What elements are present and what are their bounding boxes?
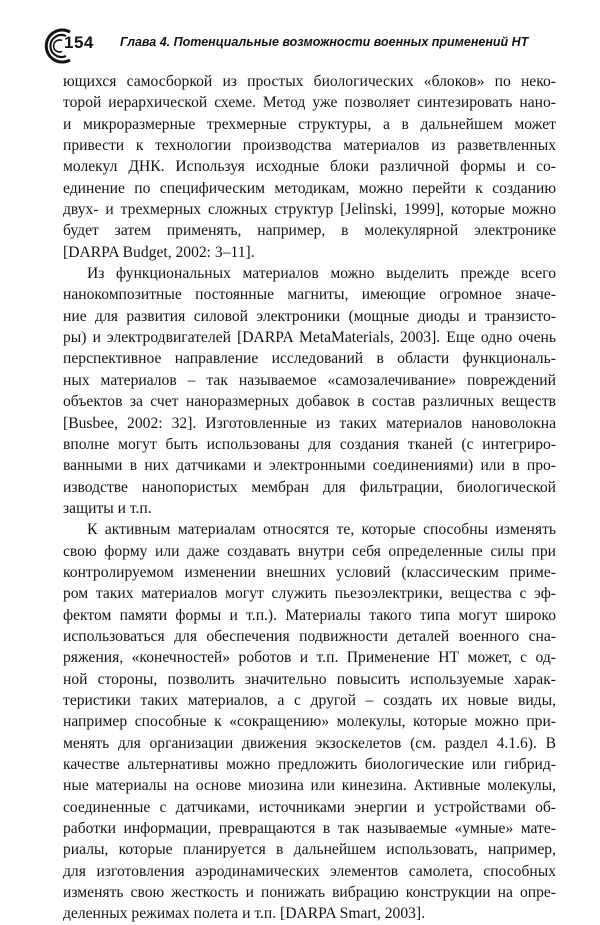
text-line: ной стороны, позволить значительно повысить используемые харак- [63,670,556,688]
page-header [40,27,560,65]
text-line: защиты и т.п. [63,499,152,517]
text-line: ющихся самосборкой из простых биологических «блоков» по неко- [63,73,556,90]
text-line: для изготовления аэродинамических элементов самолета, способных [63,862,556,880]
text-line: ние для развития силовой электроники (мощные диоды и транзисто- [63,307,556,325]
text-line: фектом памяти формы и т.п.). Материалы такого типа могут широко [63,606,556,624]
text-line: качестве альтернативы можно предложить биологические или гибрид- [63,756,556,773]
text-line: ных материалов – так называемое «самозалечивание» повреждений [63,371,556,389]
text-line: использоваться для обеспечения подвижности деталей военного сна- [63,627,556,645]
running-head: Глава 4. Потенциальные возможности военных применений НТ [120,35,529,49]
text-line: единение по специфическим методикам, можно перейти к созданию [63,179,556,197]
text-line: К активным материалам относятся те, которые способны изменять [87,521,556,539]
text-line: соединенные с датчиками, источниками энергии и устройствами об- [63,798,556,816]
text-line: ряжения, «конечностей» роботов и т.п. Применение НТ может, с од- [63,649,556,667]
text-line: риалы, которые планируется в дальнейшем использовать, например, [63,841,556,859]
text-line: работки информации, превращаются в так называемые «умные» мате- [63,820,556,838]
text-line: например способные к «сокращению» молекулы, которые можно при- [63,713,556,731]
text-line: перспективное направление исследований в области функциональ- [63,350,556,368]
text-line: ванными в них датчиками и электронными соединениями) или в про- [63,457,556,475]
text-line: объектов за счет наноразмерных добавок в состав различных веществ [63,393,556,411]
text-line: контролируемом изменении внешних условий (классическим приме- [63,563,556,581]
text-line: торой иерархической схеме. Метод уже позволяет синтезировать нано- [63,94,556,112]
text-line: менять для организации движения экзоскелетов (см. раздел 4.1.6). В [63,734,556,752]
paragraph [63,71,556,263]
text-line: Из функциональных материалов можно выделить прежде всего [87,265,556,283]
text-line: [DARPA Budget, 2002: 3–11]. [63,243,255,261]
body-text [63,71,556,925]
text-line: ные материалы на основе миозина или кинезина. Активные молекулы, [63,777,556,795]
text-line: свою форму или даже создавать внутри себя определенные силы при [63,542,556,560]
page-number: 154 [64,33,94,52]
text-line: привести к технологии производства материалов из разветвленных [63,137,556,155]
text-line: двух- и трехмерных сложных структур [Jelinski, 1999], которые можно [63,201,556,219]
paragraph [63,263,556,519]
text-line: деленных режимах полета и т.п. [DARPA Smart, 2003]. [63,905,426,923]
text-line: изводстве нанопористых мембран для фильтрации, биологической [63,478,556,496]
text-line: [Busbee, 2002: 32]. Изготовленные из таких материалов нановолокна [63,414,556,432]
text-line: молекул ДНК. Используя исходные блоки различной формы и со- [63,158,556,176]
text-line: ром таких материалов могут служить пьезоэлектрики, вещества с эф- [63,585,556,603]
text-line: и микроразмерные трехмерные структуры, а в дальнейшем может [63,115,556,133]
text-line: теристики таких материалов, а с другой – создать их новые виды, [63,691,556,709]
text-line: нанокомпозитные постоянные магниты, имеющие огромное значе- [63,286,556,304]
text-line: ры) и электродвигателей [DARPA MetaMaterials, 2003]. Еще одно очень [63,329,556,347]
text-line: вполне могут быть использованы для создания тканей (с интегриро- [63,435,556,453]
text-line: изменять свою жесткость и понижать вибрацию конструкции на опре- [63,884,556,902]
text-line: будет затем применять, например, в молекулярной электронике [63,222,556,240]
paragraph [63,519,556,925]
